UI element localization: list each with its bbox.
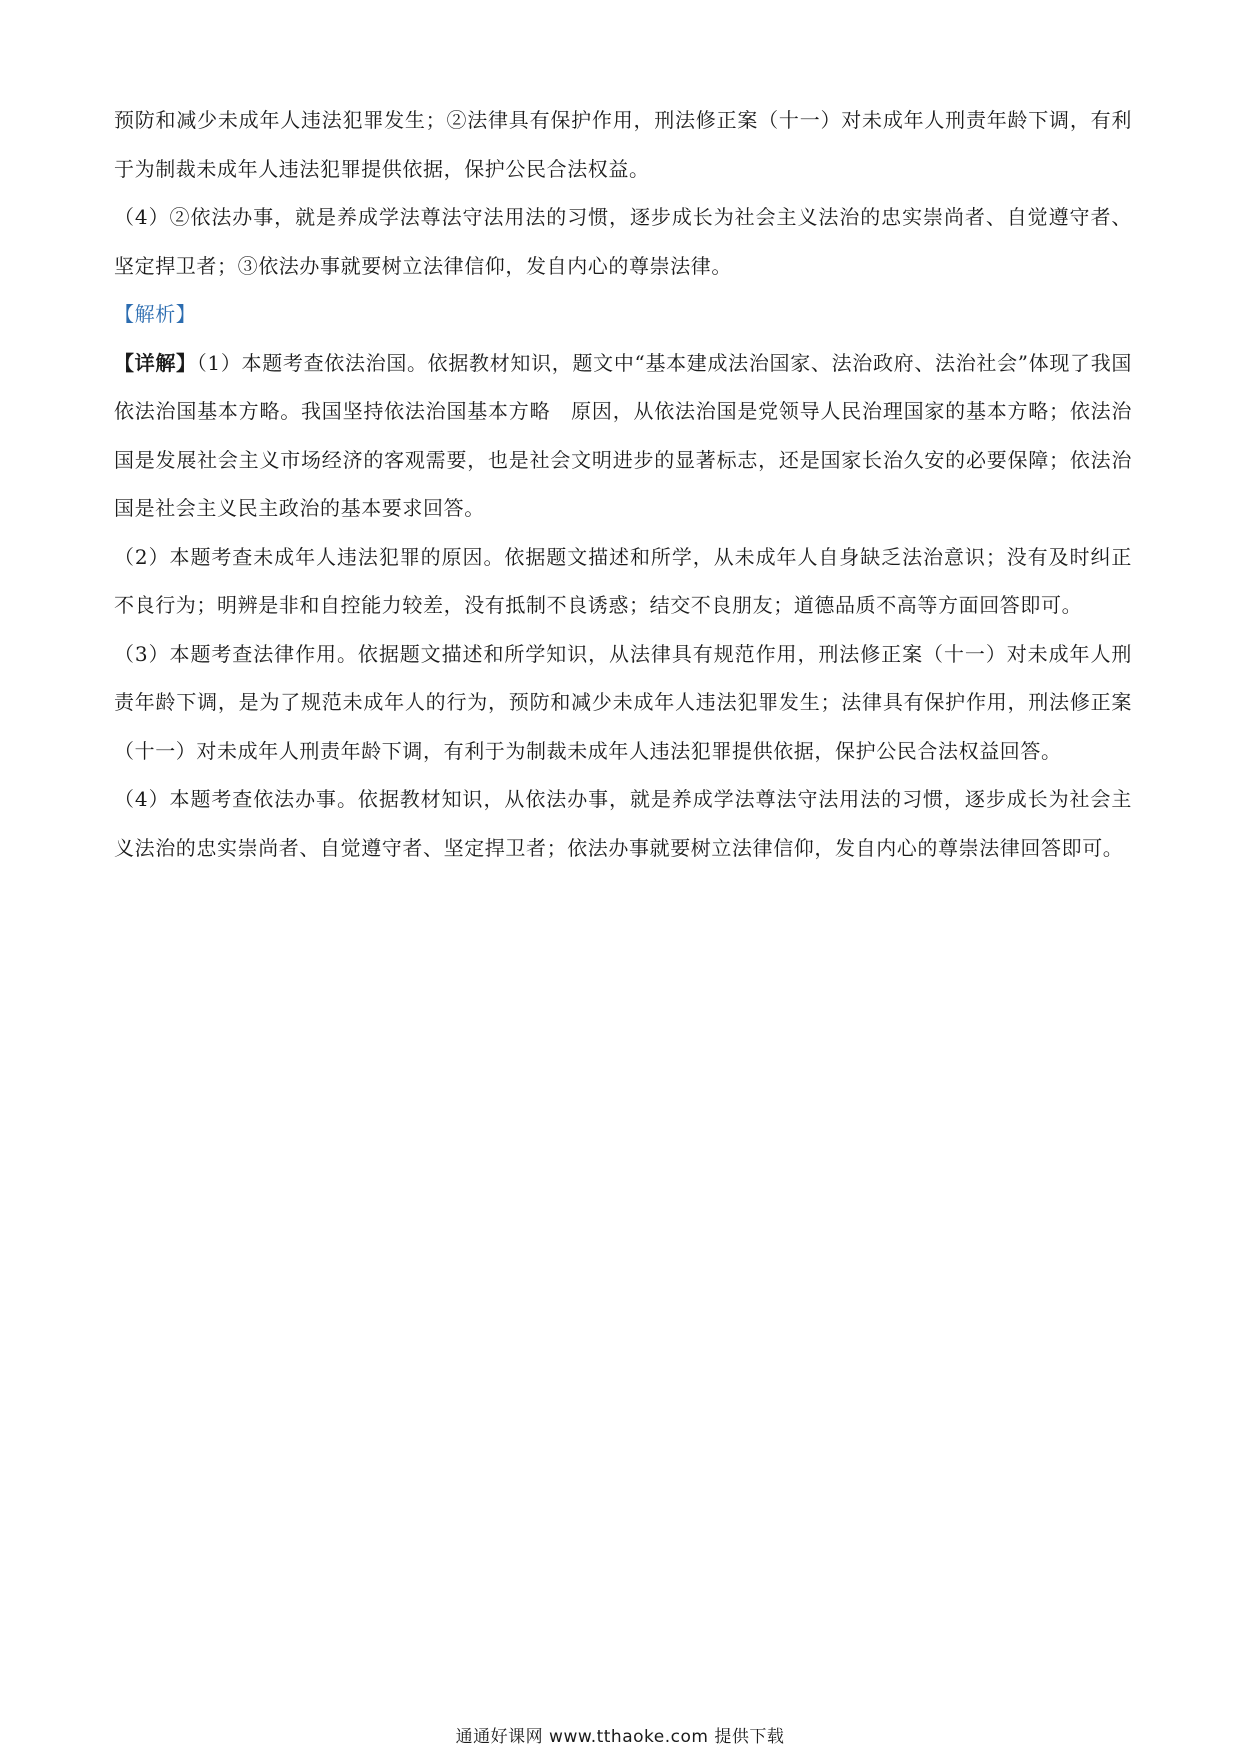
answer-paragraph-4: （4）②依法办事，就是养成学法尊法守法用法的习惯，逐步成长为社会主义法治的忠实崇尚者、自觉遵守者、坚定捍卫者；③依法办事就要树立法律信仰，发自内心的尊崇法律。	[114, 205, 1132, 278]
page-content	[114, 96, 1132, 872]
page-footer: 通通好课网 www.tthaoke.com 提供下载	[455, 1727, 785, 1747]
detail-paragraph-3: （3）本题考查法律作用。依据题文描述和所学知识，从法律具有规范作用，刑法修正案（十一）对未成年人刑责年龄下调，是为了规范未成年人的行为，预防和减少未成年人违法犯罪发生；法律具有保护作用，刑法修正案（十一）对未成年人刑责年龄下调，有利于为制裁未成年人违法犯罪提供依据，保护公民合法权益回答。	[114, 641, 1132, 763]
detail-paragraph-1	[114, 339, 1132, 533]
detail-paragraph-4: （4）本题考查依法办事。依据教材知识，从依法办事，就是养成学法尊法守法用法的习惯，逐步成长为社会主义法治的忠实崇尚者、自觉遵守者、坚定捍卫者；依法办事就要树立法律信仰，发自内心的尊崇法律回答即可。	[114, 787, 1132, 860]
analysis-label: 【解析】	[114, 302, 197, 326]
detail-paragraph-2: （2）本题考查未成年人违法犯罪的原因。依据题文描述和所学，从未成年人自身缺乏法治意识；没有及时纠正不良行为；明辨是非和自控能力较差，没有抵制不良诱惑；结交不良朋友；道德品质不高等方面回答即可。	[114, 544, 1132, 617]
detail-paragraph-1-text: （1）本题考查依法治国。依据教材知识，题文中“基本建成法治国家、法治政府、法治社会”体现了我国依法治国基本方略。我国坚持依法治国基本方略 原因，从依法治国是党领导人民治理国家的基本方略；依法治国是发展社会主义市场经济的客观需要，也是社会文明进步的显著标志，还是国家长治久安的必要保障；依法治国是社会主义民主政治的基本要求回答。	[114, 350, 1133, 520]
detail-heading: 【详解】	[114, 350, 197, 375]
answer-paragraph-3-continued: 预防和减少未成年人违法犯罪发生；②法律具有保护作用，刑法修正案（十一）对未成年人刑责年龄下调，有利于为制裁未成年人违法犯罪提供依据，保护公民合法权益。	[114, 108, 1132, 181]
